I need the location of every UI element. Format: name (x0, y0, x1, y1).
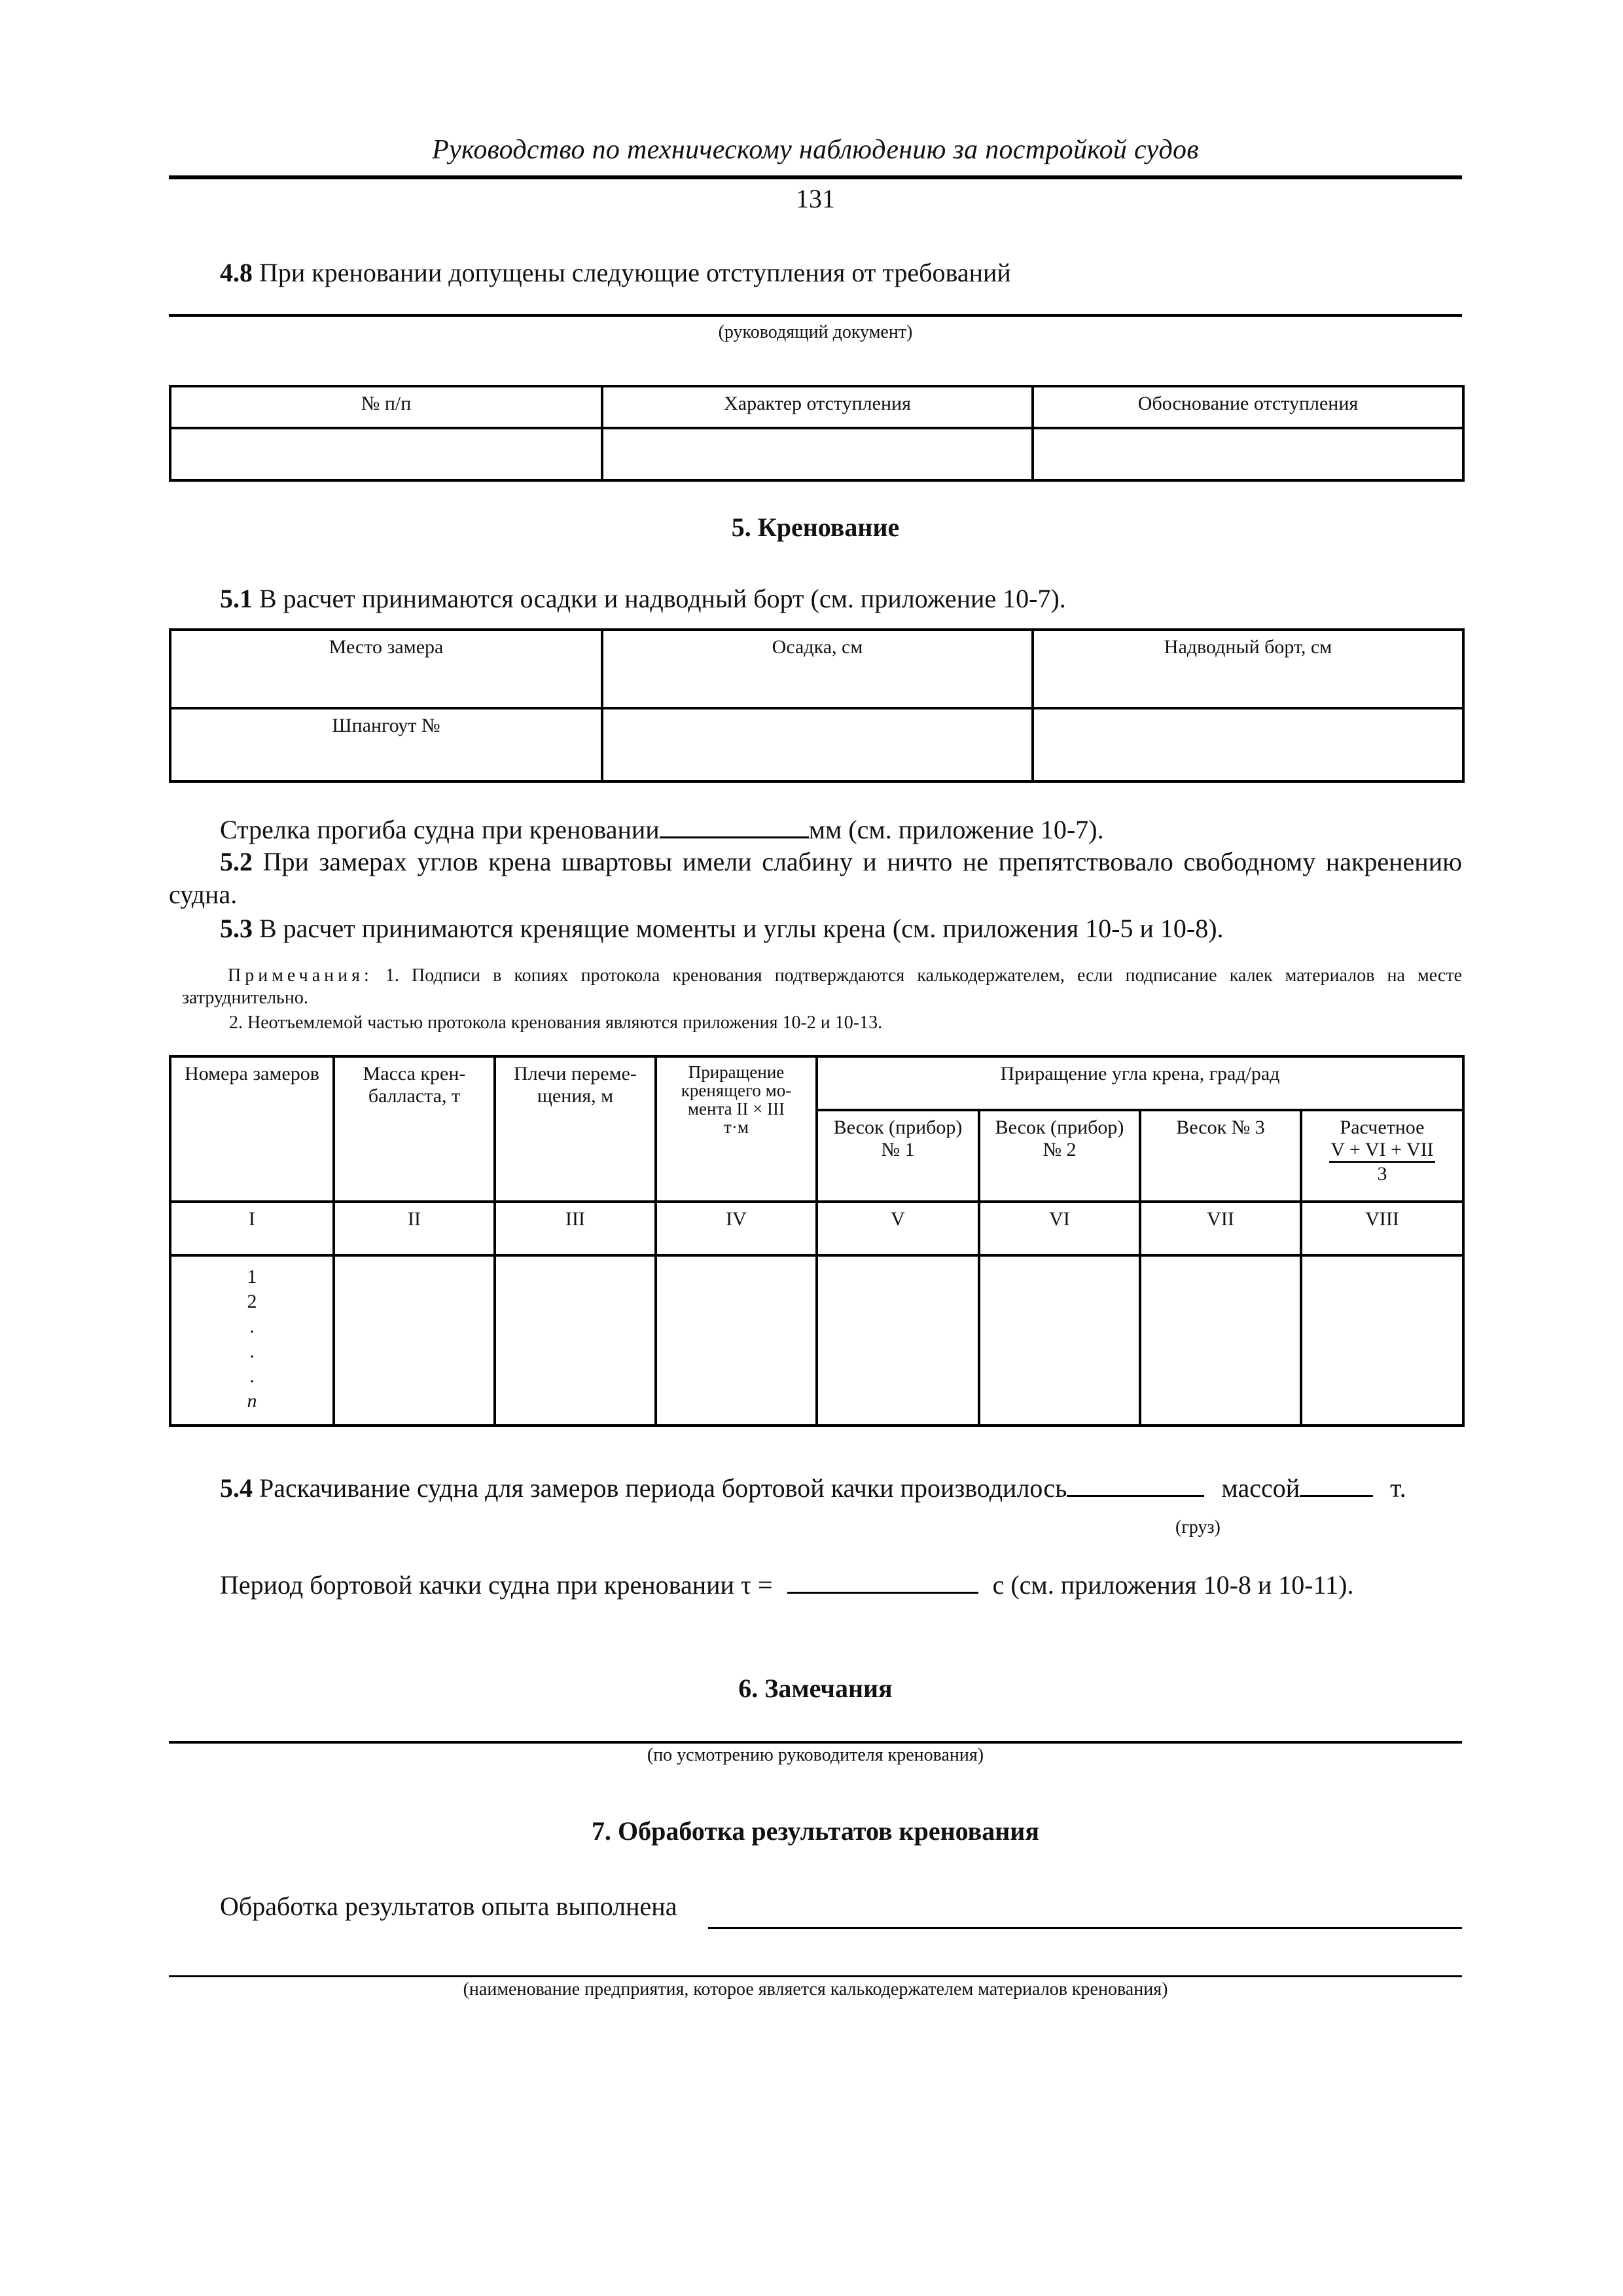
deflection-prefix: Стрелка прогиба судна при креновании (220, 815, 660, 844)
mass-label: массой (1221, 1473, 1300, 1503)
measurement-row-dots-1: . (249, 1316, 255, 1337)
processing-field[interactable] (708, 1927, 1462, 1929)
deviations-cell-reason[interactable] (1033, 428, 1463, 480)
cell-ballast-mass[interactable] (334, 1255, 495, 1426)
measurement-row-1: 1 (247, 1266, 257, 1287)
rolling-mass-field[interactable] (1300, 1471, 1373, 1497)
roman-viii: VIII (1301, 1202, 1463, 1255)
heel-header-pendulum-3: Весок № 3 (1140, 1110, 1301, 1202)
note-1: 1. Подписи в копиях протокола кренования подтверждаются калькодержателем, если подписание калек материалов на месте затруднительно. (182, 965, 1462, 1008)
heel-header-moment-increment: Приращение кренящего мо- мента II × III т·м (656, 1056, 817, 1202)
cargo-caption: (груз) (1175, 1517, 1221, 1537)
page-number: 131 (796, 184, 835, 213)
heel-header-measurement-no: Номера замеров (170, 1056, 334, 1202)
heel-header-pendulum-1: Весок (прибор) № 1 (817, 1110, 979, 1202)
measurement-row-n: n (247, 1390, 257, 1412)
cell-pendulum-3[interactable] (1140, 1255, 1301, 1426)
section-5-4-number: 5.4 (220, 1473, 253, 1503)
remarks-caption: (по усмотрению руководителя кренования) (647, 1745, 984, 1765)
roman-iii: III (495, 1202, 656, 1255)
deflection-field[interactable] (660, 813, 809, 838)
deviations-cell-number[interactable] (170, 428, 602, 480)
heel-header-shift-arm: Плечи переме- щения, м (495, 1056, 656, 1202)
deviations-cell-nature[interactable] (602, 428, 1033, 480)
running-header: Руководство по техническому наблюдению за постройкой судов (432, 135, 1199, 165)
roman-vi: VI (979, 1202, 1140, 1255)
period-prefix: Период бортовой качки судна при креновании τ = (220, 1570, 773, 1600)
section-5-4-text: Раскачивание судна для замеров периода бортовой качки производилось (253, 1473, 1067, 1503)
notes-block (182, 965, 1462, 1009)
drafts-header-freeboard: Надводный борт, см (1033, 630, 1463, 708)
drafts-header-location: Место замера (170, 630, 602, 708)
header-rule (169, 175, 1462, 179)
measurement-numbers (170, 1255, 334, 1426)
heel-header-ballast-mass: Масса крен- балласта, т (334, 1056, 495, 1202)
section-5-2-text: При замерах углов крена швартовы имели слабину и ничто не препятствовало свободному накренению судна. (169, 847, 1462, 909)
drafts-cell-freeboard[interactable] (1033, 708, 1463, 781)
deflection-suffix: мм (см. приложение 10-7). (808, 815, 1104, 844)
period-suffix: с (см. приложения 10-8 и 10-11). (992, 1570, 1354, 1600)
section-5-4 (220, 1471, 1406, 1505)
deviations-header-number: № п/п (170, 386, 602, 428)
measurement-row-dots-2: . (249, 1340, 255, 1362)
section-4-8 (220, 257, 1011, 289)
section-5-1 (220, 583, 1066, 615)
enterprise-caption: (наименование предприятия, которое является калькодержателем материалов кренования) (463, 1979, 1168, 2000)
measurement-row-dots-3: . (249, 1365, 255, 1387)
roman-v: V (817, 1202, 979, 1255)
section-5-3-text: В расчет принимаются кренящие моменты и углы крена (см. приложения 10-5 и 10-8). (253, 914, 1224, 943)
drafts-header-draft: Осадка, см (602, 630, 1033, 708)
processing-label: Обработка результатов опыта выполнена (220, 1892, 677, 1921)
drafts-cell-draft[interactable] (602, 708, 1033, 781)
section-5-2 (169, 846, 1462, 911)
section-6-title: 6. Замечания (738, 1674, 893, 1703)
heel-table (169, 1055, 1465, 1427)
rolling-cargo-field[interactable] (1067, 1471, 1204, 1497)
roman-ii: II (334, 1202, 495, 1255)
deviations-header-reason: Обоснование отступления (1033, 386, 1463, 428)
period-line (220, 1568, 1353, 1602)
section-5-3 (220, 912, 1224, 945)
cell-pendulum-1[interactable] (817, 1255, 979, 1426)
section-7-title: 7. Обработка результатов кренования (592, 1816, 1039, 1846)
cell-pendulum-2[interactable] (979, 1255, 1140, 1426)
note-2: 2. Неотъемлемой частью протокола кренования являются приложения 10-2 и 10-13. (229, 1013, 883, 1033)
section-5-title: 5. Кренование (731, 512, 900, 542)
deviations-header-nature: Характер отступления (602, 386, 1033, 428)
mass-unit: т. (1390, 1473, 1406, 1503)
calculated-formula: $\frac{\text{V + VI + VII}}{3}$ (1330, 1139, 1434, 1185)
cell-moment-increment[interactable] (656, 1255, 817, 1426)
section-5-2-number: 5.2 (220, 847, 253, 876)
section-5-3-number: 5.3 (220, 914, 253, 943)
notes-label: Примечания: (228, 965, 373, 986)
period-field[interactable] (787, 1568, 978, 1594)
section-4-8-text: При креновании допущены следующие отступления от требований (253, 258, 1011, 287)
roman-iv: IV (656, 1202, 817, 1255)
section-5-1-text: В расчет принимаются осадки и надводный борт (см. приложение 10-7). (253, 584, 1066, 613)
roman-i: I (170, 1202, 334, 1255)
heel-header-pendulum-2: Весок (прибор) № 2 (979, 1110, 1140, 1202)
deviations-table (169, 385, 1465, 482)
drafts-row-frame-label: Шпангоут № (170, 708, 602, 781)
remarks-line[interactable] (169, 1741, 1462, 1744)
roman-vii: VII (1140, 1202, 1301, 1255)
heel-header-calculated: Расчетное $\frac{\text{V + VI + VII}}{3}$ (1301, 1110, 1463, 1202)
drafts-table (169, 628, 1465, 783)
section-5-1-number: 5.1 (220, 584, 253, 613)
cell-shift-arm[interactable] (495, 1255, 656, 1426)
section-4-8-number: 4.8 (220, 258, 253, 287)
deflection-line (220, 813, 1104, 846)
cell-calculated[interactable] (1301, 1255, 1463, 1426)
enterprise-line[interactable] (169, 1975, 1462, 1977)
document-name-caption: (руководящий документ) (718, 322, 913, 342)
heel-header-angle-group: Приращение угла крена, град/рад (817, 1056, 1463, 1110)
measurement-row-2: 2 (247, 1291, 257, 1312)
document-name-line[interactable] (169, 314, 1462, 317)
